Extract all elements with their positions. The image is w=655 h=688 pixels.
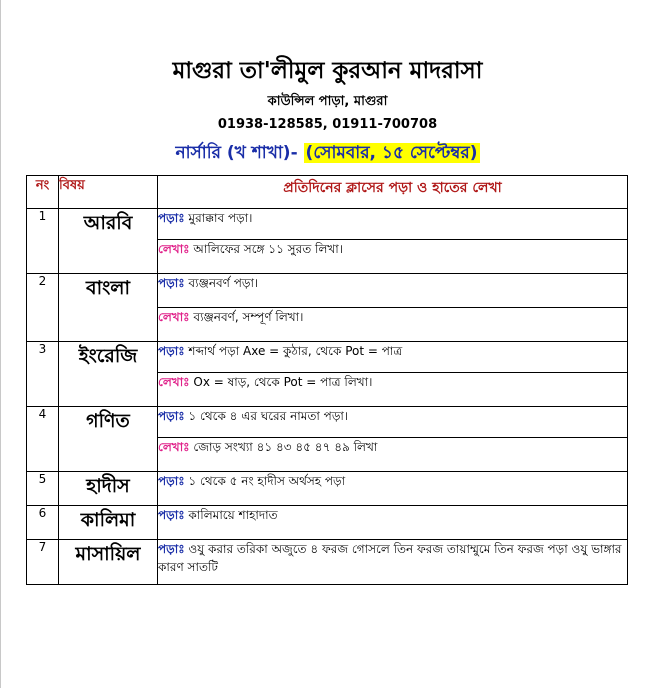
header-no: নং xyxy=(27,176,59,209)
read-cell xyxy=(158,472,628,506)
row-number: 6 xyxy=(27,506,59,540)
header-activity: প্রতিদিনের ক্লাসের পড়া ও হাতের লেখা xyxy=(158,176,628,209)
read-cell xyxy=(158,274,628,308)
read-cell xyxy=(158,540,628,585)
table-row xyxy=(27,342,628,373)
read-label: পড়াঃ xyxy=(158,344,185,358)
row-number: 1 xyxy=(27,209,59,274)
read-text: ব্যঞ্জনবর্ণ পড়া। xyxy=(184,276,259,290)
read-text: ১ থেকে ৪ এর ঘরের নামতা পড়া। xyxy=(184,409,349,423)
read-label: পড়াঃ xyxy=(158,542,185,556)
header-subject: বিষয় xyxy=(59,176,158,209)
write-label: লেখাঃ xyxy=(158,242,190,256)
date-label: (সোমবার, ১৫ সেপ্টেম্বর) xyxy=(305,143,478,163)
row-number: 4 xyxy=(27,407,59,472)
table-row xyxy=(27,407,628,438)
table-row xyxy=(27,274,628,308)
write-cell xyxy=(158,308,628,342)
row-subject: আরবি xyxy=(59,209,158,274)
read-label: পড়াঃ xyxy=(158,211,185,225)
write-text: Ox = ষাড়, থেকে Pot = পাত্র লিখা। xyxy=(189,375,373,389)
row-number: 7 xyxy=(27,540,59,585)
write-text: জোড় সংখ্যা ৪১ ৪৩ ৪৫ ৪৭ ৪৯ লিখা xyxy=(189,440,378,454)
row-subject: হাদীস xyxy=(59,472,158,506)
row-subject: গণিত xyxy=(59,407,158,472)
school-phones: 01938-128585, 01911-700708 xyxy=(217,117,438,132)
row-number: 3 xyxy=(27,342,59,407)
write-cell xyxy=(158,438,628,472)
table-row xyxy=(27,506,628,540)
table-row xyxy=(27,209,628,240)
read-text: শব্দার্থ পড়া Axe = কুঠার, থেকে Pot = পাত্র xyxy=(184,344,403,358)
write-label: লেখাঃ xyxy=(158,310,190,324)
school-title: মাগুরা তা'লীমুল কুরআন মাদরাসা xyxy=(172,58,483,84)
read-cell xyxy=(158,407,628,438)
read-label: পড়াঃ xyxy=(158,409,185,423)
read-text: ওযু করার তরিকা অজুতে ৪ ফরজ গোসলে তিন ফরজ তায়াম্মুমে তিন ফরজ পড়া ওযু ভাঙ্গার কারণ সাতটি xyxy=(158,542,622,574)
table-row xyxy=(27,472,628,506)
school-address: কাউন্সিল পাড়া, মাগুরা xyxy=(267,94,388,109)
write-label: লেখাঃ xyxy=(158,375,190,389)
separator: - xyxy=(290,143,298,163)
class-date-line xyxy=(0,140,655,168)
write-text: ব্যঞ্জনবর্ণ, সম্পূর্ণ লিখা। xyxy=(189,310,304,324)
table-row xyxy=(27,540,628,585)
read-cell xyxy=(158,506,628,540)
row-subject: ইংরেজি xyxy=(59,342,158,407)
write-cell xyxy=(158,240,628,274)
row-number: 5 xyxy=(27,472,59,506)
read-cell xyxy=(158,209,628,240)
write-label: লেখাঃ xyxy=(158,440,190,454)
read-cell xyxy=(158,342,628,373)
write-text: আলিফের সঙ্গে ১১ সুরত লিখা। xyxy=(189,242,344,256)
read-text: কালিমায়ে শাহাদাত xyxy=(184,508,278,522)
read-text: মুরাক্কাব পড়া। xyxy=(184,211,253,225)
row-subject: কালিমা xyxy=(59,506,158,540)
row-subject: মাসায়িল xyxy=(59,540,158,585)
read-label: পড়াঃ xyxy=(158,276,185,290)
read-label: পড়াঃ xyxy=(158,508,185,522)
write-cell xyxy=(158,373,628,407)
read-label: পড়াঃ xyxy=(158,474,185,488)
read-text: ১ থেকে ৫ নং হাদীস অর্থসহ পড়া xyxy=(184,474,346,488)
routine-table xyxy=(26,175,628,585)
row-number: 2 xyxy=(27,274,59,342)
row-subject: বাংলা xyxy=(59,274,158,342)
table-header-row xyxy=(27,176,628,209)
class-label: নার্সারি (খ শাখা) xyxy=(175,143,291,163)
